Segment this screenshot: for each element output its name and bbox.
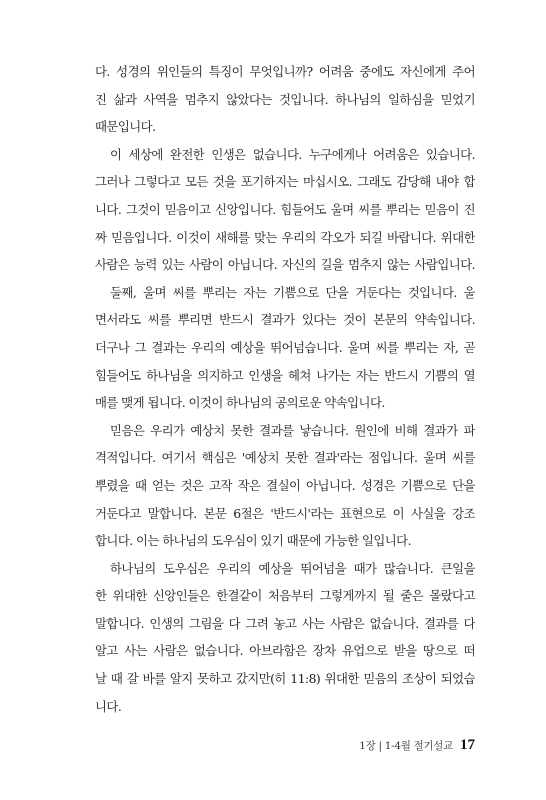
text-line: 알고 사는 사람은 없습니다. 아브라함은 장차 유업으로 받을 땅으로 떠	[95, 643, 475, 659]
text-line: 더구나 그 결과는 우리의 예상을 뛰어넘습니다. 울며 씨를 뿌리는 자, 곧	[95, 339, 475, 355]
text-line: 사람은 능력 있는 사람이 아닙니다. 자신의 길을 멈추지 않는 사람입니다.	[95, 257, 475, 273]
text-line: 하나님의 도우심은 우리의 예상을 뛰어넘을 때가 많습니다. 큰일을	[110, 560, 475, 576]
text-line: 힘들어도 하나님을 의지하고 인생을 헤쳐 나가는 자는 반드시 기쁨의 열	[95, 367, 475, 383]
text-line: 믿음은 우리가 예상치 못한 결과를 낳습니다. 원인에 비해 결과가 파	[110, 422, 475, 438]
text-line: 이 세상에 완전한 인생은 없습니다. 누구에게나 어려움은 있습니다.	[110, 146, 475, 162]
text-line: 때문입니다.	[95, 119, 156, 135]
text-line: 거둔다고 말합니다. 본문 6절은 '반드시'라는 표현으로 이 사실을 강조	[95, 505, 475, 521]
text-line: 진 삶과 사역을 멈추지 않았다는 것입니다. 하나님의 일하심을 믿었기	[95, 91, 475, 107]
text-line: 격적입니다. 여기서 핵심은 '예상치 못한 결과'라는 점입니다. 울며 씨를	[95, 450, 475, 466]
text-line: 한 위대한 신앙인들은 한결같이 처음부터 그렇게까지 될 줄은 몰랐다고	[95, 588, 475, 604]
text-line: 니다.	[95, 698, 122, 714]
page-number: 17	[460, 737, 475, 753]
text-line: 매를 맺게 됩니다. 이것이 하나님의 공의로운 약속입니다.	[95, 395, 385, 411]
text-line: 면서라도 씨를 뿌리면 반드시 결과가 있다는 것이 본문의 약속입니다.	[95, 312, 475, 328]
running-footer-chapter: 1장 | 1-4월 절기설교	[359, 740, 453, 752]
text-line: 뿌렸을 때 얻는 것은 고작 작은 결실이 아닙니다. 성경은 기쁨으로 단을	[95, 477, 475, 493]
text-line: 그러나 그렇다고 모든 것을 포기하지는 마십시오. 그래도 감당해 내야 합	[95, 174, 475, 190]
text-line: 말합니다. 인생의 그림을 다 그려 놓고 사는 사람은 없습니다. 결과를 다	[95, 615, 475, 631]
body-text	[95, 58, 475, 720]
text-line: 니다. 그것이 믿음이고 신앙입니다. 힘들어도 울며 씨를 뿌리는 믿음이 진	[95, 201, 475, 217]
page-footer	[359, 737, 475, 754]
text-line: 다. 성경의 위인들의 특징이 무엇입니까? 어려움 중에도 자신에게 주어	[95, 64, 475, 79]
text-line: 합니다. 이는 하나님의 도우심이 있기 때문에 가능한 일입니다.	[95, 533, 411, 549]
text-line: 둘째, 울며 씨를 뿌리는 자는 기쁨으로 단을 거둔다는 것입니다. 울	[110, 284, 475, 300]
text-line: 날 때 갈 바를 알지 못하고 갔지만(히 11:8) 위대한 믿음의 조상이 되었습	[95, 671, 475, 687]
text-line: 짜 믿음입니다. 이것이 새해를 맞는 우리의 각오가 되길 바랍니다. 위대한	[95, 229, 475, 245]
